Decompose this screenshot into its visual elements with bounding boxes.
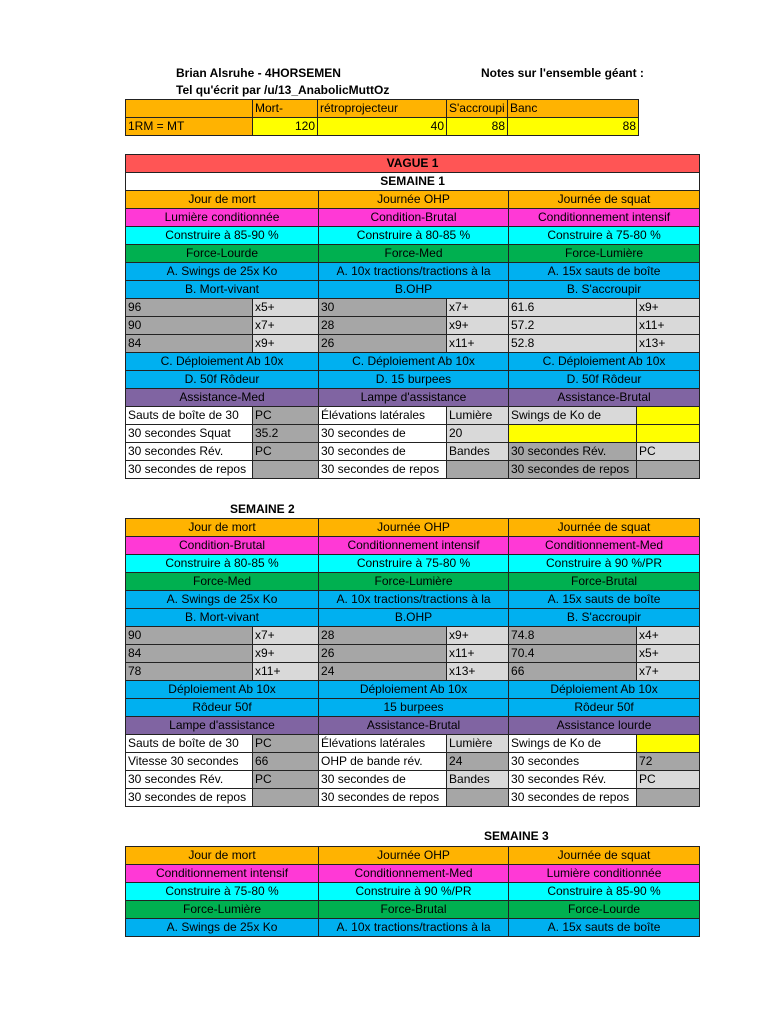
rm-col-bench: Banc	[508, 100, 639, 118]
set-reps: x7+	[253, 317, 319, 335]
accessory-row	[126, 461, 700, 479]
source-line: Tel qu'écrit par /u/13_AnabolicMuttOz	[176, 83, 390, 97]
week3-conditioning-row	[126, 865, 700, 883]
conditioning-cell: Conditionnement intensif	[319, 537, 509, 555]
week1-force-row	[126, 245, 700, 263]
accessory-name: 30 secondes de repos	[319, 461, 447, 479]
set-weight[interactable]: 57.2	[509, 317, 637, 335]
force-cell: Force-Lourde	[126, 245, 319, 263]
week2-conditioning-row	[126, 537, 700, 555]
set-weight[interactable]: 78	[126, 663, 253, 681]
exercise-d-cell: D. 50f Rôdeur	[126, 371, 319, 389]
force-cell: Force-Lourde	[509, 901, 700, 919]
week2-b-row	[126, 609, 700, 627]
accessory-value[interactable]	[637, 789, 700, 807]
accessory-value[interactable]: Lumière	[447, 735, 509, 753]
exercise-c-cell: C. Déploiement Ab 10x	[126, 353, 319, 371]
week1-label-row	[126, 173, 700, 191]
exercise-c-cell: C. Déploiement Ab 10x	[509, 353, 700, 371]
set-reps: x4+	[637, 627, 700, 645]
set-weight[interactable]: 96	[126, 299, 253, 317]
accessory-name: 30 secondes Rév.	[126, 771, 253, 789]
week1-build-row	[126, 227, 700, 245]
set-row	[126, 335, 700, 353]
wave-title-row	[126, 155, 700, 173]
exercise-b-cell: B. Mort-vivant	[126, 281, 319, 299]
conditioning-cell: Condition-Brutal	[319, 209, 509, 227]
accessory-value[interactable]	[447, 461, 509, 479]
accessory-row	[126, 425, 700, 443]
set-reps: x5+	[253, 299, 319, 317]
set-reps: x7+	[637, 663, 700, 681]
accessory-row	[126, 735, 700, 753]
exercise-a-cell: A. 15x sauts de boîte	[509, 263, 700, 281]
assistance-cell: Assistance-Brutal	[319, 717, 509, 735]
accessory-value[interactable]: Lumière	[447, 407, 509, 425]
exercise-a-cell: A. 10x tractions/tractions à la	[319, 919, 509, 937]
week1-days-row	[126, 191, 700, 209]
accessory-name: Vitesse 30 secondes	[126, 753, 253, 771]
accessory-row	[126, 443, 700, 461]
accessory-value[interactable]: 66	[253, 753, 319, 771]
accessory-name: 30 secondes de repos	[319, 789, 447, 807]
exercise-c-cell: Déploiement Ab 10x	[509, 681, 700, 699]
week2-table	[125, 518, 700, 807]
accessory-value[interactable]: PC	[253, 407, 319, 425]
rm-value-squat[interactable]: 88	[447, 118, 508, 136]
set-weight[interactable]: 70.4	[509, 645, 637, 663]
exercise-b-cell: B.OHP	[319, 281, 509, 299]
accessory-value[interactable]	[253, 461, 319, 479]
day-deadlift: Jour de mort	[126, 519, 319, 537]
build-cell: Construire à 75-80 %	[126, 883, 319, 901]
exercise-d-cell: Rôdeur 50f	[126, 699, 319, 717]
set-reps: x11+	[253, 663, 319, 681]
week1-assist-row	[126, 389, 700, 407]
set-reps: x7+	[253, 627, 319, 645]
set-reps: x11+	[637, 317, 700, 335]
accessory-value[interactable]: Bandes	[447, 443, 509, 461]
accessory-row	[126, 753, 700, 771]
accessory-name: 30 secondes de repos	[509, 461, 637, 479]
set-weight[interactable]: 90	[126, 317, 253, 335]
assistance-cell: Lampe d'assistance	[319, 389, 509, 407]
set-weight[interactable]: 30	[319, 299, 447, 317]
set-row	[126, 317, 700, 335]
accessory-value[interactable]: 35.2	[253, 425, 319, 443]
set-row	[126, 299, 700, 317]
conditioning-cell: Conditionnement-Med	[319, 865, 509, 883]
accessory-value[interactable]	[637, 735, 700, 753]
exercise-c-cell: Déploiement Ab 10x	[126, 681, 319, 699]
accessory-value[interactable]	[637, 461, 700, 479]
accessory-value[interactable]: 24	[447, 753, 509, 771]
week1-d-row	[126, 371, 700, 389]
week2-a-row	[126, 591, 700, 609]
force-cell: Force-Med	[126, 573, 319, 591]
conditioning-cell: Conditionnement intensif	[509, 209, 700, 227]
accessory-value[interactable]: PC	[253, 771, 319, 789]
force-cell: Force-Brutal	[319, 901, 509, 919]
exercise-b-cell: B. S'accroupir	[509, 281, 700, 299]
set-reps: x9+	[447, 627, 509, 645]
set-weight[interactable]: 84	[126, 335, 253, 353]
set-reps: x11+	[447, 645, 509, 663]
set-row	[126, 627, 700, 645]
accessory-name: Swings de Ko de	[509, 407, 637, 425]
set-weight[interactable]: 61.6	[509, 299, 637, 317]
accessory-name: 30 secondes	[509, 753, 637, 771]
set-weight[interactable]: 26	[319, 335, 447, 353]
exercise-d-cell: 15 burpees	[319, 699, 509, 717]
week1-b-row	[126, 281, 700, 299]
set-weight[interactable]: 84	[126, 645, 253, 663]
set-reps: x13+	[637, 335, 700, 353]
build-cell: Construire à 80-85 %	[126, 555, 319, 573]
week3-label: SEMAINE 3	[484, 829, 549, 843]
day-squat: Journée de squat	[509, 847, 700, 865]
rm-col-squat: S'accroupi	[447, 100, 508, 118]
wave-title: VAGUE 1	[126, 155, 700, 173]
week3-days-row	[126, 847, 700, 865]
accessory-value[interactable]: PC	[253, 443, 319, 461]
accessory-name: Élévations latérales	[319, 407, 447, 425]
week3-a-row	[126, 919, 700, 937]
conditioning-cell: Conditionnement intensif	[126, 865, 319, 883]
set-reps: x5+	[637, 645, 700, 663]
assistance-cell: Assistance lourde	[509, 717, 700, 735]
rm-empty-cell	[126, 100, 253, 118]
week1-table	[125, 154, 700, 479]
rm-header-row	[126, 100, 639, 118]
accessory-value[interactable]: 72	[637, 753, 700, 771]
accessory-value[interactable]: PC	[637, 443, 700, 461]
week2-build-row	[126, 555, 700, 573]
accessory-value[interactable]: PC	[637, 771, 700, 789]
set-row	[126, 663, 700, 681]
accessory-value[interactable]	[447, 789, 509, 807]
accessory-row	[126, 789, 700, 807]
exercise-b-cell: B. Mort-vivant	[126, 609, 319, 627]
exercise-c-cell: C. Déploiement Ab 10x	[319, 353, 509, 371]
set-weight[interactable]: 90	[126, 627, 253, 645]
accessory-name: Élévations latérales	[319, 735, 447, 753]
rm-value-deadlift[interactable]: 120	[253, 118, 318, 136]
day-squat: Journée de squat	[509, 191, 700, 209]
week2-c-row	[126, 681, 700, 699]
set-weight[interactable]: 28	[319, 317, 447, 335]
week3-build-row	[126, 883, 700, 901]
exercise-a-cell: A. Swings de 25x Ko	[126, 591, 319, 609]
accessory-name: Sauts de boîte de 30	[126, 735, 253, 753]
accessory-name: Swings de Ko de	[509, 735, 637, 753]
accessory-value[interactable]: 20	[447, 425, 509, 443]
set-reps: x9+	[253, 335, 319, 353]
exercise-c-cell: Déploiement Ab 10x	[319, 681, 509, 699]
day-squat: Journée de squat	[509, 519, 700, 537]
week1-a-row	[126, 263, 700, 281]
accessory-value[interactable]: Bandes	[447, 771, 509, 789]
day-deadlift: Jour de mort	[126, 191, 319, 209]
accessory-name: 30 secondes de	[319, 771, 447, 789]
accessory-name: Sauts de boîte de 30	[126, 407, 253, 425]
accessory-name: OHP de bande rév.	[319, 753, 447, 771]
exercise-b-cell: B. S'accroupir	[509, 609, 700, 627]
set-reps: x13+	[447, 663, 509, 681]
exercise-d-cell: D. 50f Rôdeur	[509, 371, 700, 389]
week2-assist-row	[126, 717, 700, 735]
conditioning-cell: Lumière conditionnée	[126, 209, 319, 227]
build-cell: Construire à 75-80 %	[509, 227, 700, 245]
build-cell: Construire à 85-90 %	[509, 883, 700, 901]
week1-c-row	[126, 353, 700, 371]
week3-force-row	[126, 901, 700, 919]
rm-value-ohp[interactable]: 40	[318, 118, 447, 136]
accessory-name: 30 secondes de repos	[126, 461, 253, 479]
exercise-a-cell: A. 10x tractions/tractions à la	[319, 591, 509, 609]
rm-table	[125, 99, 639, 136]
force-cell: Force-Lumière	[509, 245, 700, 263]
exercise-d-cell: Rôdeur 50f	[509, 699, 700, 717]
force-cell: Force-Lumière	[319, 573, 509, 591]
accessory-name: 30 secondes Rév.	[509, 771, 637, 789]
set-weight[interactable]: 52.8	[509, 335, 637, 353]
build-cell: Construire à 90 %/PR	[319, 883, 509, 901]
exercise-a-cell: A. Swings de 25x Ko	[126, 263, 319, 281]
week2-label: SEMAINE 2	[230, 502, 295, 516]
build-cell: Construire à 85-90 %	[126, 227, 319, 245]
build-cell: Construire à 90 %/PR	[509, 555, 700, 573]
force-cell: Force-Brutal	[509, 573, 700, 591]
accessory-name: 30 secondes de	[319, 443, 447, 461]
exercise-a-cell: A. 15x sauts de boîte	[509, 919, 700, 937]
exercise-a-cell: A. Swings de 25x Ko	[126, 919, 319, 937]
week3-table	[125, 846, 700, 937]
set-reps: x9+	[253, 645, 319, 663]
conditioning-cell: Lumière conditionnée	[509, 865, 700, 883]
exercise-b-cell: B.OHP	[319, 609, 509, 627]
notes-heading: Notes sur l'ensemble géant :	[481, 66, 644, 80]
accessory-name: 30 secondes de	[319, 425, 447, 443]
rm-col-ohp: rétroprojecteur	[318, 100, 447, 118]
accessory-value[interactable]	[253, 789, 319, 807]
rm-value-row	[126, 118, 639, 136]
day-ohp: Journée OHP	[319, 519, 509, 537]
set-weight[interactable]: 26	[319, 645, 447, 663]
accessory-name: 30 secondes Rév.	[126, 443, 253, 461]
build-cell: Construire à 80-85 %	[319, 227, 509, 245]
accessory-row	[126, 771, 700, 789]
set-row	[126, 645, 700, 663]
conditioning-cell: Condition-Brutal	[126, 537, 319, 555]
day-ohp: Journée OHP	[319, 847, 509, 865]
set-reps: x9+	[637, 299, 700, 317]
exercise-a-cell: A. 15x sauts de boîte	[509, 591, 700, 609]
exercise-d-cell: D. 15 burpees	[319, 371, 509, 389]
set-reps: x7+	[447, 299, 509, 317]
accessory-name: 30 secondes Squat	[126, 425, 253, 443]
set-reps: x9+	[447, 317, 509, 335]
rm-row-label: 1RM = MT	[126, 118, 253, 136]
accessory-value[interactable]	[637, 425, 700, 443]
build-cell: Construire à 75-80 %	[319, 555, 509, 573]
set-weight[interactable]: 28	[319, 627, 447, 645]
rm-col-deadlift: Mort-	[253, 100, 318, 118]
set-weight[interactable]: 74.8	[509, 627, 637, 645]
rm-value-bench[interactable]: 88	[508, 118, 639, 136]
force-cell: Force-Lumière	[126, 901, 319, 919]
week2-d-row	[126, 699, 700, 717]
assistance-cell: Lampe d'assistance	[126, 717, 319, 735]
accessory-name: 30 secondes de repos	[509, 789, 637, 807]
week2-force-row	[126, 573, 700, 591]
week1-conditioning-row	[126, 209, 700, 227]
set-reps: x11+	[447, 335, 509, 353]
author-line: Brian Alsruhe - 4HORSEMEN	[176, 66, 341, 80]
accessory-name: 30 secondes de repos	[126, 789, 253, 807]
exercise-a-cell: A. 10x tractions/tractions à la	[319, 263, 509, 281]
accessory-name	[509, 425, 637, 443]
day-deadlift: Jour de mort	[126, 847, 319, 865]
assistance-cell: Assistance-Med	[126, 389, 319, 407]
force-cell: Force-Med	[319, 245, 509, 263]
day-ohp: Journée OHP	[319, 191, 509, 209]
accessory-value[interactable]	[637, 407, 700, 425]
conditioning-cell: Conditionnement-Med	[509, 537, 700, 555]
accessory-row	[126, 407, 700, 425]
set-weight[interactable]: 66	[509, 663, 637, 681]
week2-days-row	[126, 519, 700, 537]
assistance-cell: Assistance-Brutal	[509, 389, 700, 407]
week1-label: SEMAINE 1	[126, 173, 700, 191]
accessory-value[interactable]: PC	[253, 735, 319, 753]
set-weight[interactable]: 24	[319, 663, 447, 681]
accessory-name: 30 secondes Rév.	[509, 443, 637, 461]
